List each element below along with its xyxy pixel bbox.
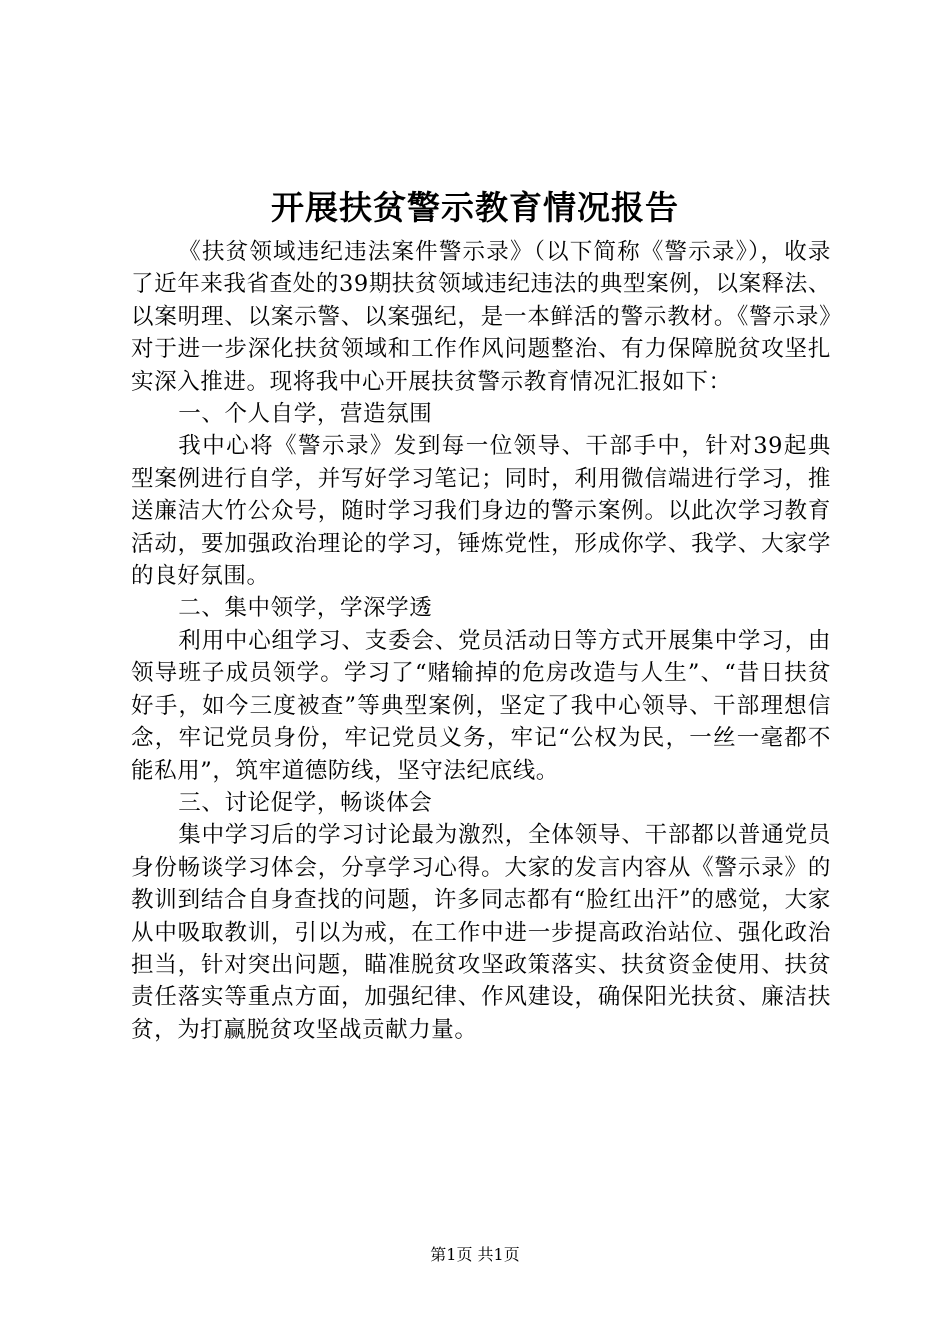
section-paragraph-3: 集中学习后的学习讨论最为激烈，全体领导、干部都以普通党员身份畅谈学习体会，分享学习心得。大家的发言内容从《警示录》的教训到结合自身查找的问题，许多同志都有“脸红出汗”的感觉，大家从中吸取教训，引以为戒，在工作中进一步提高政治站位、强化政治担当，针对突出问题，瞄准脱贫攻坚政策落实、扶贫资金使用、扶贫责任落实等重点方面，加强纪律、作风建设，确保阳光扶贫、廉洁扶贫，为打赢脱贫攻坚战贡献力量。 — [131, 822, 831, 1043]
intro-paragraph: 《扶贫领域违纪违法案件警示录》（以下简称《警示录》），收录了近年来我省查处的39期扶贫领域违纪违法的典型案例，以案释法、以案明理、以案示警、以案强纪，是一本鲜活的警示教材。《警示录》对于进一步深化扶贫领域和工作作风问题整治、有力保障脱贫攻坚扎实深入推进。现将我中心开展扶贫警示教育情况汇报如下： — [131, 239, 831, 395]
section-heading-3: 三、讨论促学，畅谈体会 — [178, 789, 433, 816]
section-paragraph-2: 利用中心组学习、支委会、党员活动日等方式开展集中学习，由领导班子成员领学。学习了“赌输掉的危房改造与人生”、“昔日扶贫好手，如今三度被查”等典型案例，坚定了我中心领导、干部理想信念，牢记党员身份，牢记党员义务，牢记“公权为民，一丝一毫都不能私用”，筑牢道德防线，坚守法纪底线。 — [131, 627, 831, 784]
page-footer: 第1页 共1页 — [430, 1245, 520, 1264]
section-paragraph-1: 我中心将《警示录》发到每一位领导、干部手中，针对39起典型案例进行自学，并写好学习笔记；同时，利用微信端进行学习，推送廉洁大竹公众号，随时学习我们身边的警示案例。以此次学习教育活动，要加强政治理论的学习，锤炼党性，形成你学、我学、大家学的良好氛围。 — [131, 433, 831, 590]
document-title: 开展扶贫警示教育情况报告 — [271, 188, 679, 227]
section-heading-2: 二、集中领学，学深学透 — [178, 595, 433, 622]
document-body — [131, 236, 831, 1046]
section-heading-1: 一、个人自学，营造氛围 — [178, 401, 433, 428]
